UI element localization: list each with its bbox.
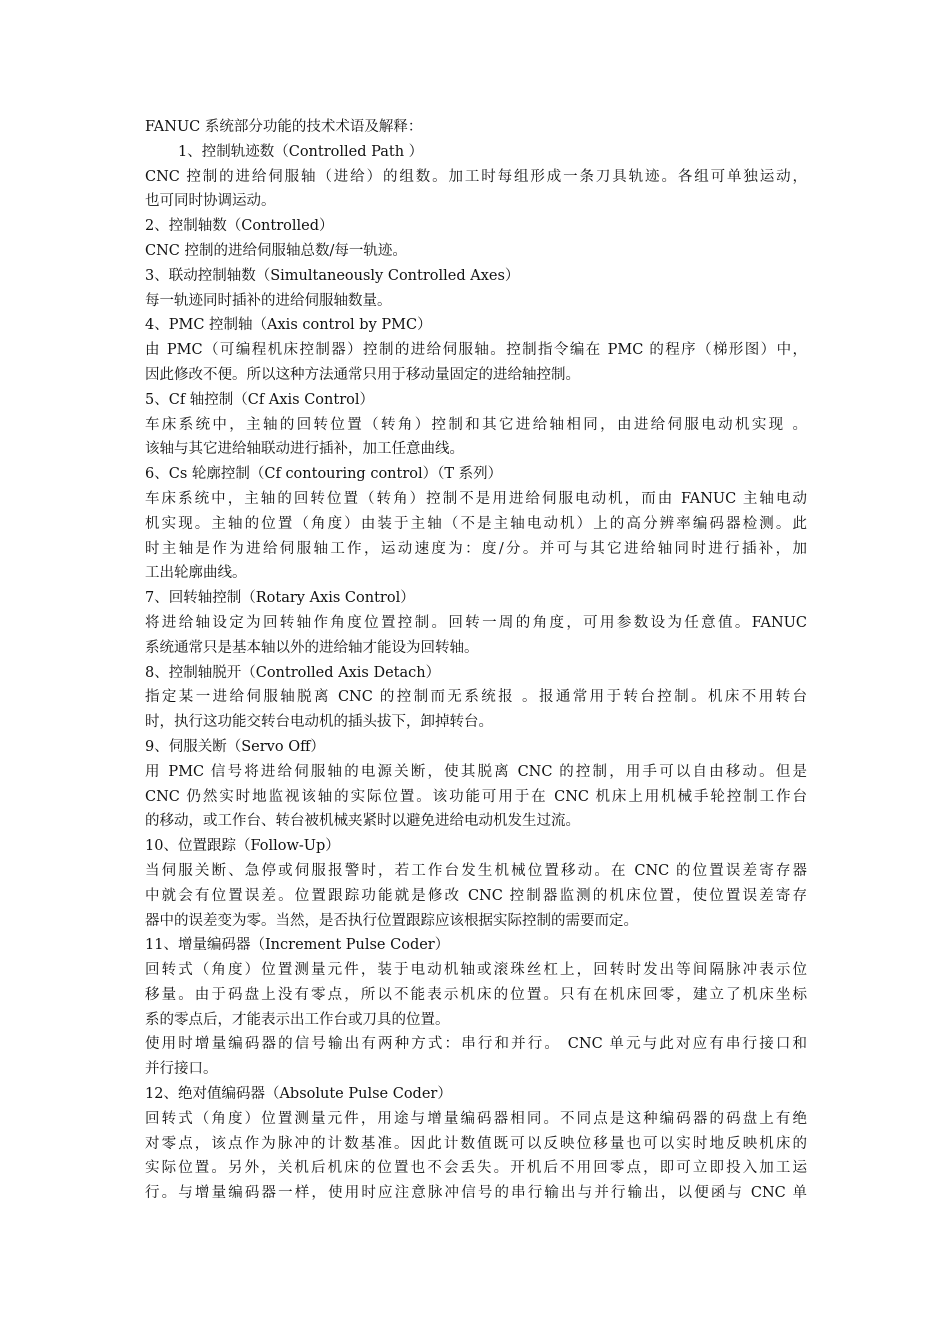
section-heading: 10、位置跟踪（Follow-Up）: [145, 838, 340, 855]
body-text-line: 回转式（角度）位置测量元件，装于电动机轴或滚珠丝杠上，回转时发出等间隔脉冲表示位: [145, 962, 807, 979]
body-text-line: 由 PMC（可编程机床控制器）控制的进给伺服轴。控制指令编在 PMC 的程序（梯形图）中，: [145, 342, 807, 359]
body-text-line: CNC 仍然实时地监视该轴的实际位置。该功能可用于在 CNC 机床上用机械手轮控制工作台: [145, 788, 807, 805]
body-text-line: CNC 控制的进给伺服轴（进给）的组数。加工时每组形成一条刀具轨迹。各组可单独运动，: [145, 168, 807, 185]
body-text-line: 中就会有位置误差。位置跟踪功能就是修改 CNC 控制器监测的机床位置，使位置误差寄存: [145, 887, 807, 904]
body-text-line: 回转式（角度）位置测量元件，用途与增量编码器相同。不同点是这种编码器的码盘上有绝: [145, 1110, 807, 1127]
body-text-line: 用 PMC 信号将进给伺服轴的电源关断，使其脱离 CNC 的控制，用手可以自由移动。但是: [145, 763, 807, 780]
body-text-line: 使用时增量编码器的信号输出有两种方式：串行和并行。 CNC 单元与此对应有串行接口和: [145, 1036, 807, 1053]
section-heading: 11、增量编码器（Increment Pulse Coder）: [145, 937, 450, 954]
section-heading: 4、PMC 控制轴（Axis control by PMC）: [145, 317, 432, 334]
body-text-line: 时，执行这功能交转台电动机的插头拔下，卸掉转台。: [145, 714, 493, 731]
body-text-line: 系统通常只是基本轴以外的进给轴才能设为回转轴。: [145, 639, 479, 656]
body-text-line: 行。与增量编码器一样，使用时应注意脉冲信号的串行输出与并行输出，以便函与 CNC 单: [145, 1185, 807, 1202]
body-text-line: CNC 控制的进给伺服轴总数/每一轨迹。: [145, 242, 407, 259]
body-text-line: 机实现。主轴的位置（角度）由装于主轴（不是主轴电动机）上的高分辨率编码器检测。此: [145, 515, 807, 532]
document-body: [145, 115, 807, 1206]
section-heading: 8、控制轴脱开（Controlled Axis Detach）: [145, 664, 441, 681]
body-text-line: 器中的误差变为零。当然，是否执行位置跟踪应该根据实际控制的需要而定。: [145, 912, 638, 929]
section-heading: 5、Cf 轴控制（Cf Axis Control）: [145, 391, 374, 408]
section-heading: 3、联动控制轴数（Simultaneously Controlled Axes）: [145, 267, 520, 284]
body-text-line: 的移动，或工作台、转台被机械夹紧时以避免进给电动机发生过流。: [145, 813, 580, 830]
body-text-line: 移量。由于码盘上没有零点，所以不能表示机床的位置。只有在机床回零，建立了机床坐标: [145, 986, 807, 1003]
body-text-line: 工出轮廓曲线。: [145, 565, 247, 582]
body-text-line: 对零点，该点作为脉冲的计数基准。因此计数值既可以反映位移量也可以实时地反映机床的: [145, 1135, 807, 1152]
body-text-line: 将进给轴设定为回转轴作角度位置控制。回转一周的角度，可用参数设为任意值。FANUC: [145, 614, 807, 631]
body-text-line: 时主轴是作为进给伺服轴工作，运动速度为：度/分。并可与其它进给轴同时进行插补，加: [145, 540, 807, 557]
section-heading: 1、控制轨迹数（Controlled Path ）: [178, 143, 424, 160]
body-text-line: 当伺服关断、急停或伺服报警时，若工作台发生机械位置移动。在 CNC 的位置误差寄存器: [145, 862, 807, 879]
section-heading: 9、伺服关断（Servo Off）: [145, 738, 325, 755]
document-title: FANUC 系统部分功能的技术术语及解释：: [145, 119, 423, 135]
body-text-line: 因此修改不便。所以这种方法通常只用于移动量固定的进给轴控制。: [145, 366, 580, 383]
body-text-line: 并行接口。: [145, 1061, 218, 1078]
body-text-line: 车床系统中，主轴的回转位置（转角）控制不是用进给伺服电动机，而由 FANUC 主轴电动: [145, 490, 807, 507]
section-heading: 12、绝对值编码器（Absolute Pulse Coder）: [145, 1086, 452, 1103]
section-heading: 6、Cs 轮廓控制（Cf contouring control）（T 系列）: [145, 466, 503, 483]
body-text-line: 该轴与其它进给轴联动进行插补，加工任意曲线。: [145, 441, 464, 458]
body-text-line: 也可同时协调运动。: [145, 193, 276, 210]
body-text-line: 指定某一进给伺服轴脱离 CNC 的控制而无系统报 。报通常用于转台控制。机床不用转台: [145, 689, 807, 706]
section-heading: 2、控制轴数（Controlled）: [145, 218, 334, 235]
body-text-line: 每一轨迹同时插补的进给伺服轴数量。: [145, 292, 392, 309]
body-text-line: 系的零点后，才能表示出工作台或刀具的位置。: [145, 1011, 450, 1028]
section-heading: 7、回转轴控制（Rotary Axis Control）: [145, 590, 415, 607]
body-text-line: 车床系统中，主轴的回转位置（转角）控制和其它进给轴相同，由进给伺服电动机实现 。: [145, 416, 807, 433]
body-text-line: 实际位置。另外，关机后机床的位置也不会丢失。开机后不用回零点，即可立即投入加工运: [145, 1160, 807, 1177]
